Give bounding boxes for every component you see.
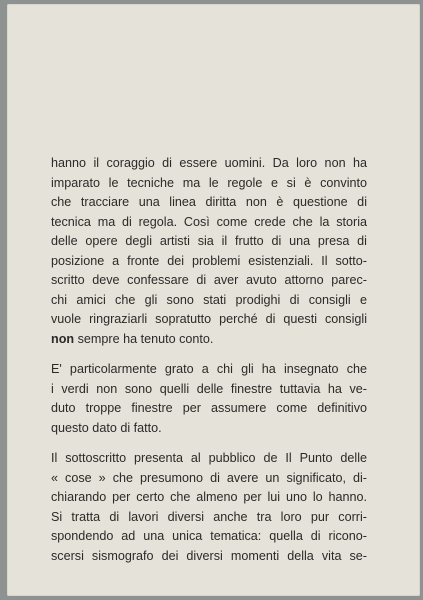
text-line: posizione a fronte dei problemi esistenziali. Il sotto- xyxy=(51,253,367,268)
text-line: i verdi non sono quelli delle finestre tuttavia ha ve- xyxy=(51,381,367,396)
text-line: spondendo ad una unica tematica: quella di ricono- xyxy=(51,529,367,543)
text-line: « cose » che presumono di avere un significato, di- xyxy=(51,470,367,485)
text-line: chi amici che gli sono stati prodighi di consigli e xyxy=(51,292,367,307)
text-line: delle opere degli artisti sia il frutto di una presa di xyxy=(51,234,367,248)
text-line: duto troppe finestre per assumere come definitivo xyxy=(51,401,367,415)
text-line: chiarando per certo che almeno per lui uno lo hanno. xyxy=(51,490,367,504)
text-line-last xyxy=(51,330,367,350)
book-page xyxy=(7,4,420,596)
text-line: Si tratta di lavori diversi anche tra loro pur corri- xyxy=(51,509,367,524)
text-line: vuole ringraziarli sopratutto perché di questi consigli xyxy=(51,312,367,326)
text-line-last: questo dato di fatto. xyxy=(51,420,162,435)
text-line: hanno il coraggio di essere uomini. Da loro non ha xyxy=(51,156,367,170)
paragraph-1 xyxy=(51,154,367,349)
body-text xyxy=(51,154,367,577)
text-line: che tracciare una linea diritta non è questione di xyxy=(51,195,367,209)
text-fragment: sempre ha tenuto conto. xyxy=(74,331,214,346)
text-line: tecnica ma di regola. Così come crede che la storia xyxy=(51,214,367,229)
bold-word: non xyxy=(51,331,75,346)
text-line: E' particolarmente grato a chi gli ha insegnato che xyxy=(51,362,367,376)
text-line: imparato le tecniche ma le regole e si è convinto xyxy=(51,175,367,190)
paragraph-3 xyxy=(51,449,367,566)
text-line: scritto deve confessare di aver avuto attorno parec- xyxy=(51,273,367,287)
paragraph-2 xyxy=(51,360,367,438)
text-line: Il sottoscritto presenta al pubblico de Il Punto delle xyxy=(51,451,367,465)
text-line: scersi sismografo dei diversi momenti della vita se- xyxy=(51,548,367,563)
